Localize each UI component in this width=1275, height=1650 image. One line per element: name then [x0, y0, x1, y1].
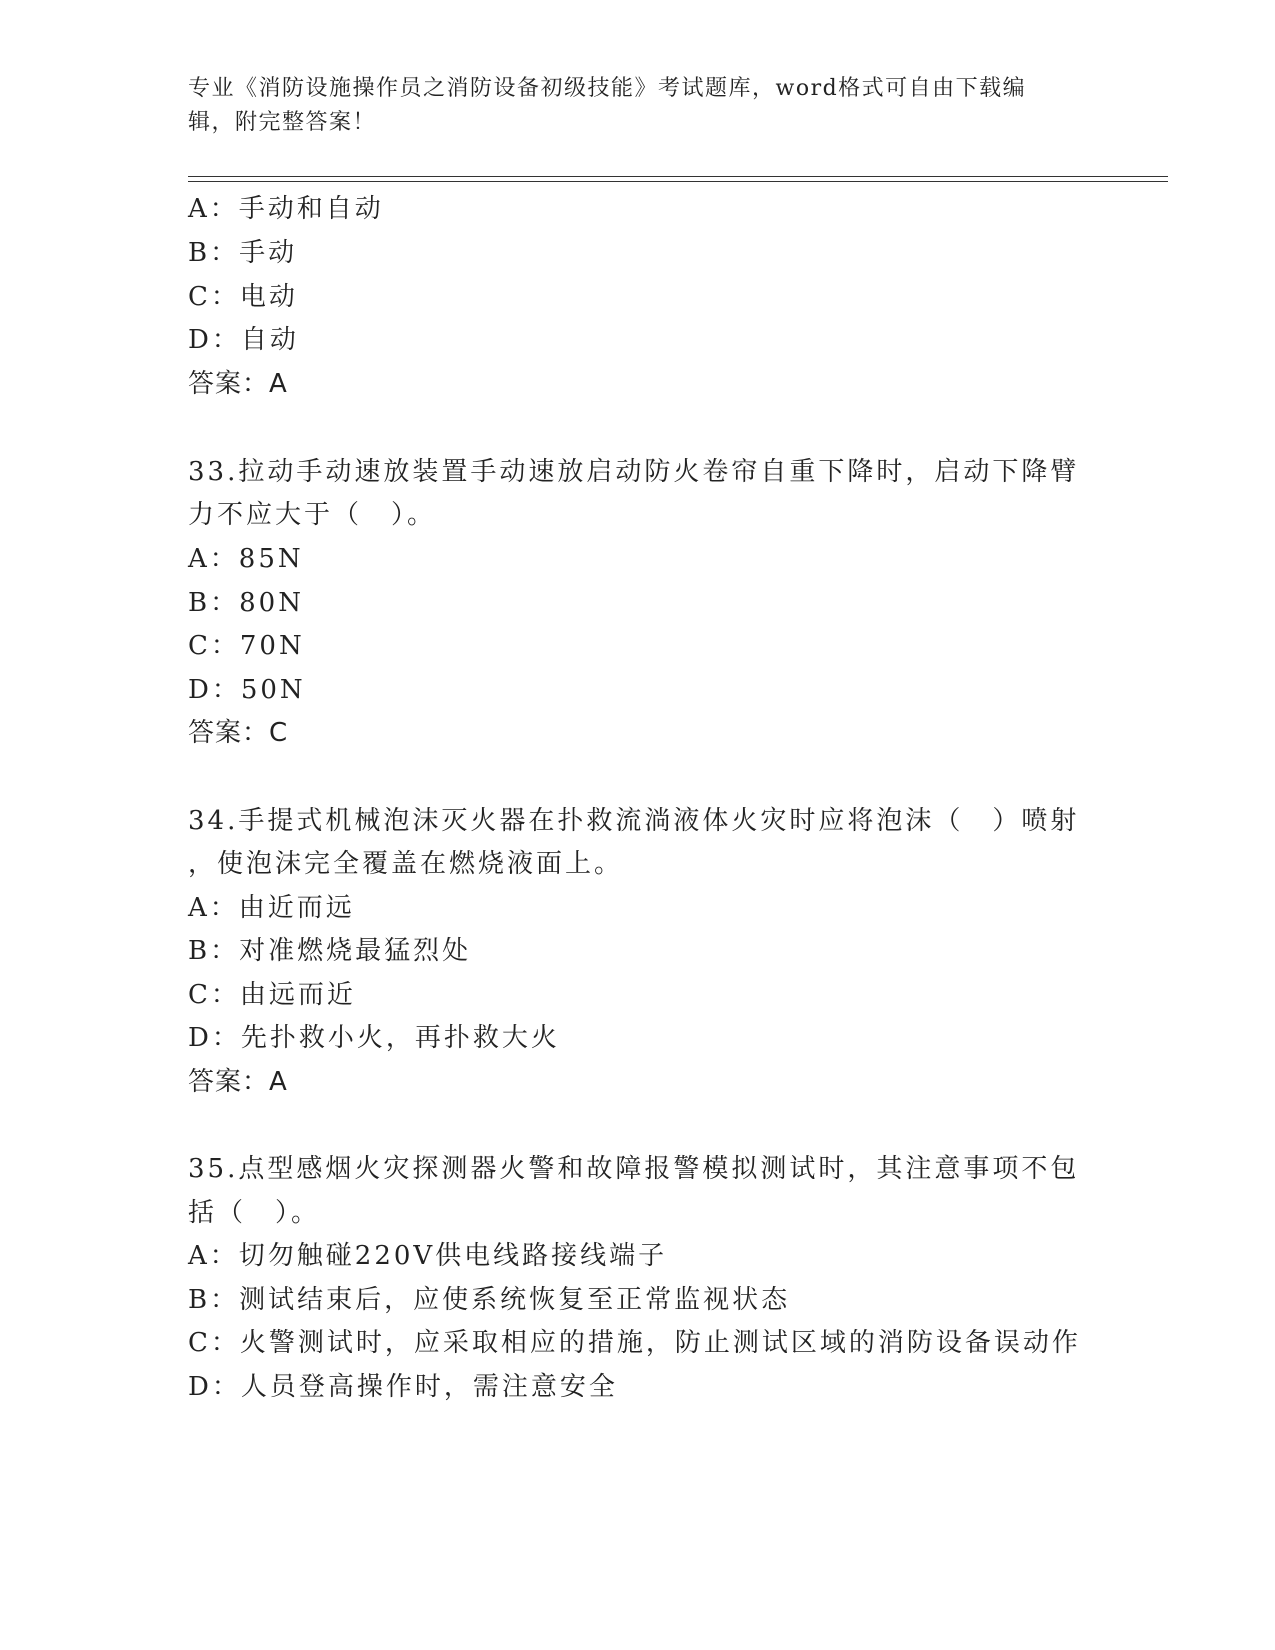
prev-option-b: B：手动 — [188, 238, 298, 268]
q33-stem-line2: 力不应大于（ ）。 — [188, 500, 437, 530]
q34-answer: 答案：A — [188, 1067, 288, 1097]
q35-option-b: B：测试结束后，应使系统恢复至正常监视状态 — [188, 1285, 791, 1315]
q35-stem-line1: 35.点型感烟火灾探测器火警和故障报警模拟测试时，其注意事项不包 — [188, 1154, 1080, 1184]
prev-option-d: D：自动 — [188, 325, 299, 355]
prev-option-a: A：手动和自动 — [188, 194, 384, 224]
q34-stem-line1: 34.手提式机械泡沫灭火器在扑救流淌液体火灾时应将泡沫（ ）喷射 — [188, 806, 1080, 836]
q34-stem-line2: ，使泡沫完全覆盖在燃烧液面上。 — [188, 849, 624, 879]
prev-option-c: C：电动 — [188, 282, 298, 312]
q35-option-c: C：火警测试时，应采取相应的措施，防止测试区域的消防设备误动作 — [188, 1328, 1081, 1358]
q33-option-d: D：50N — [188, 675, 306, 705]
q33-option-a: A：85N — [188, 544, 304, 574]
q35-option-a: A：切勿触碰220V供电线路接线端子 — [188, 1241, 668, 1271]
q33-answer: 答案：C — [188, 718, 289, 748]
q33-option-b: B：80N — [188, 588, 304, 618]
q33-stem-line1: 33.拉动手动速放装置手动速放启动防火卷帘自重下降时，启动下降臂 — [188, 457, 1080, 487]
prev-answer: 答案：A — [188, 369, 288, 399]
q34-option-d: D：先扑救小火，再扑救大火 — [188, 1023, 560, 1053]
header-divider-top — [188, 176, 1168, 177]
document-header: 专业《消防设施操作员之消防设备初级技能》考试题库，word格式可自由下载编辑，附完整答案！ — [188, 76, 1027, 135]
q34-option-a: A：由近而远 — [188, 893, 355, 923]
q35-stem-line2: 括（ ）。 — [188, 1198, 321, 1228]
q35-option-d: D：人员登高操作时，需注意安全 — [188, 1372, 618, 1402]
q34-option-b: B：对准燃烧最猛烈处 — [188, 936, 472, 966]
q33-option-c: C：70N — [188, 631, 305, 661]
q34-option-c: C：由远而近 — [188, 980, 356, 1010]
header-divider-bottom — [188, 181, 1168, 182]
